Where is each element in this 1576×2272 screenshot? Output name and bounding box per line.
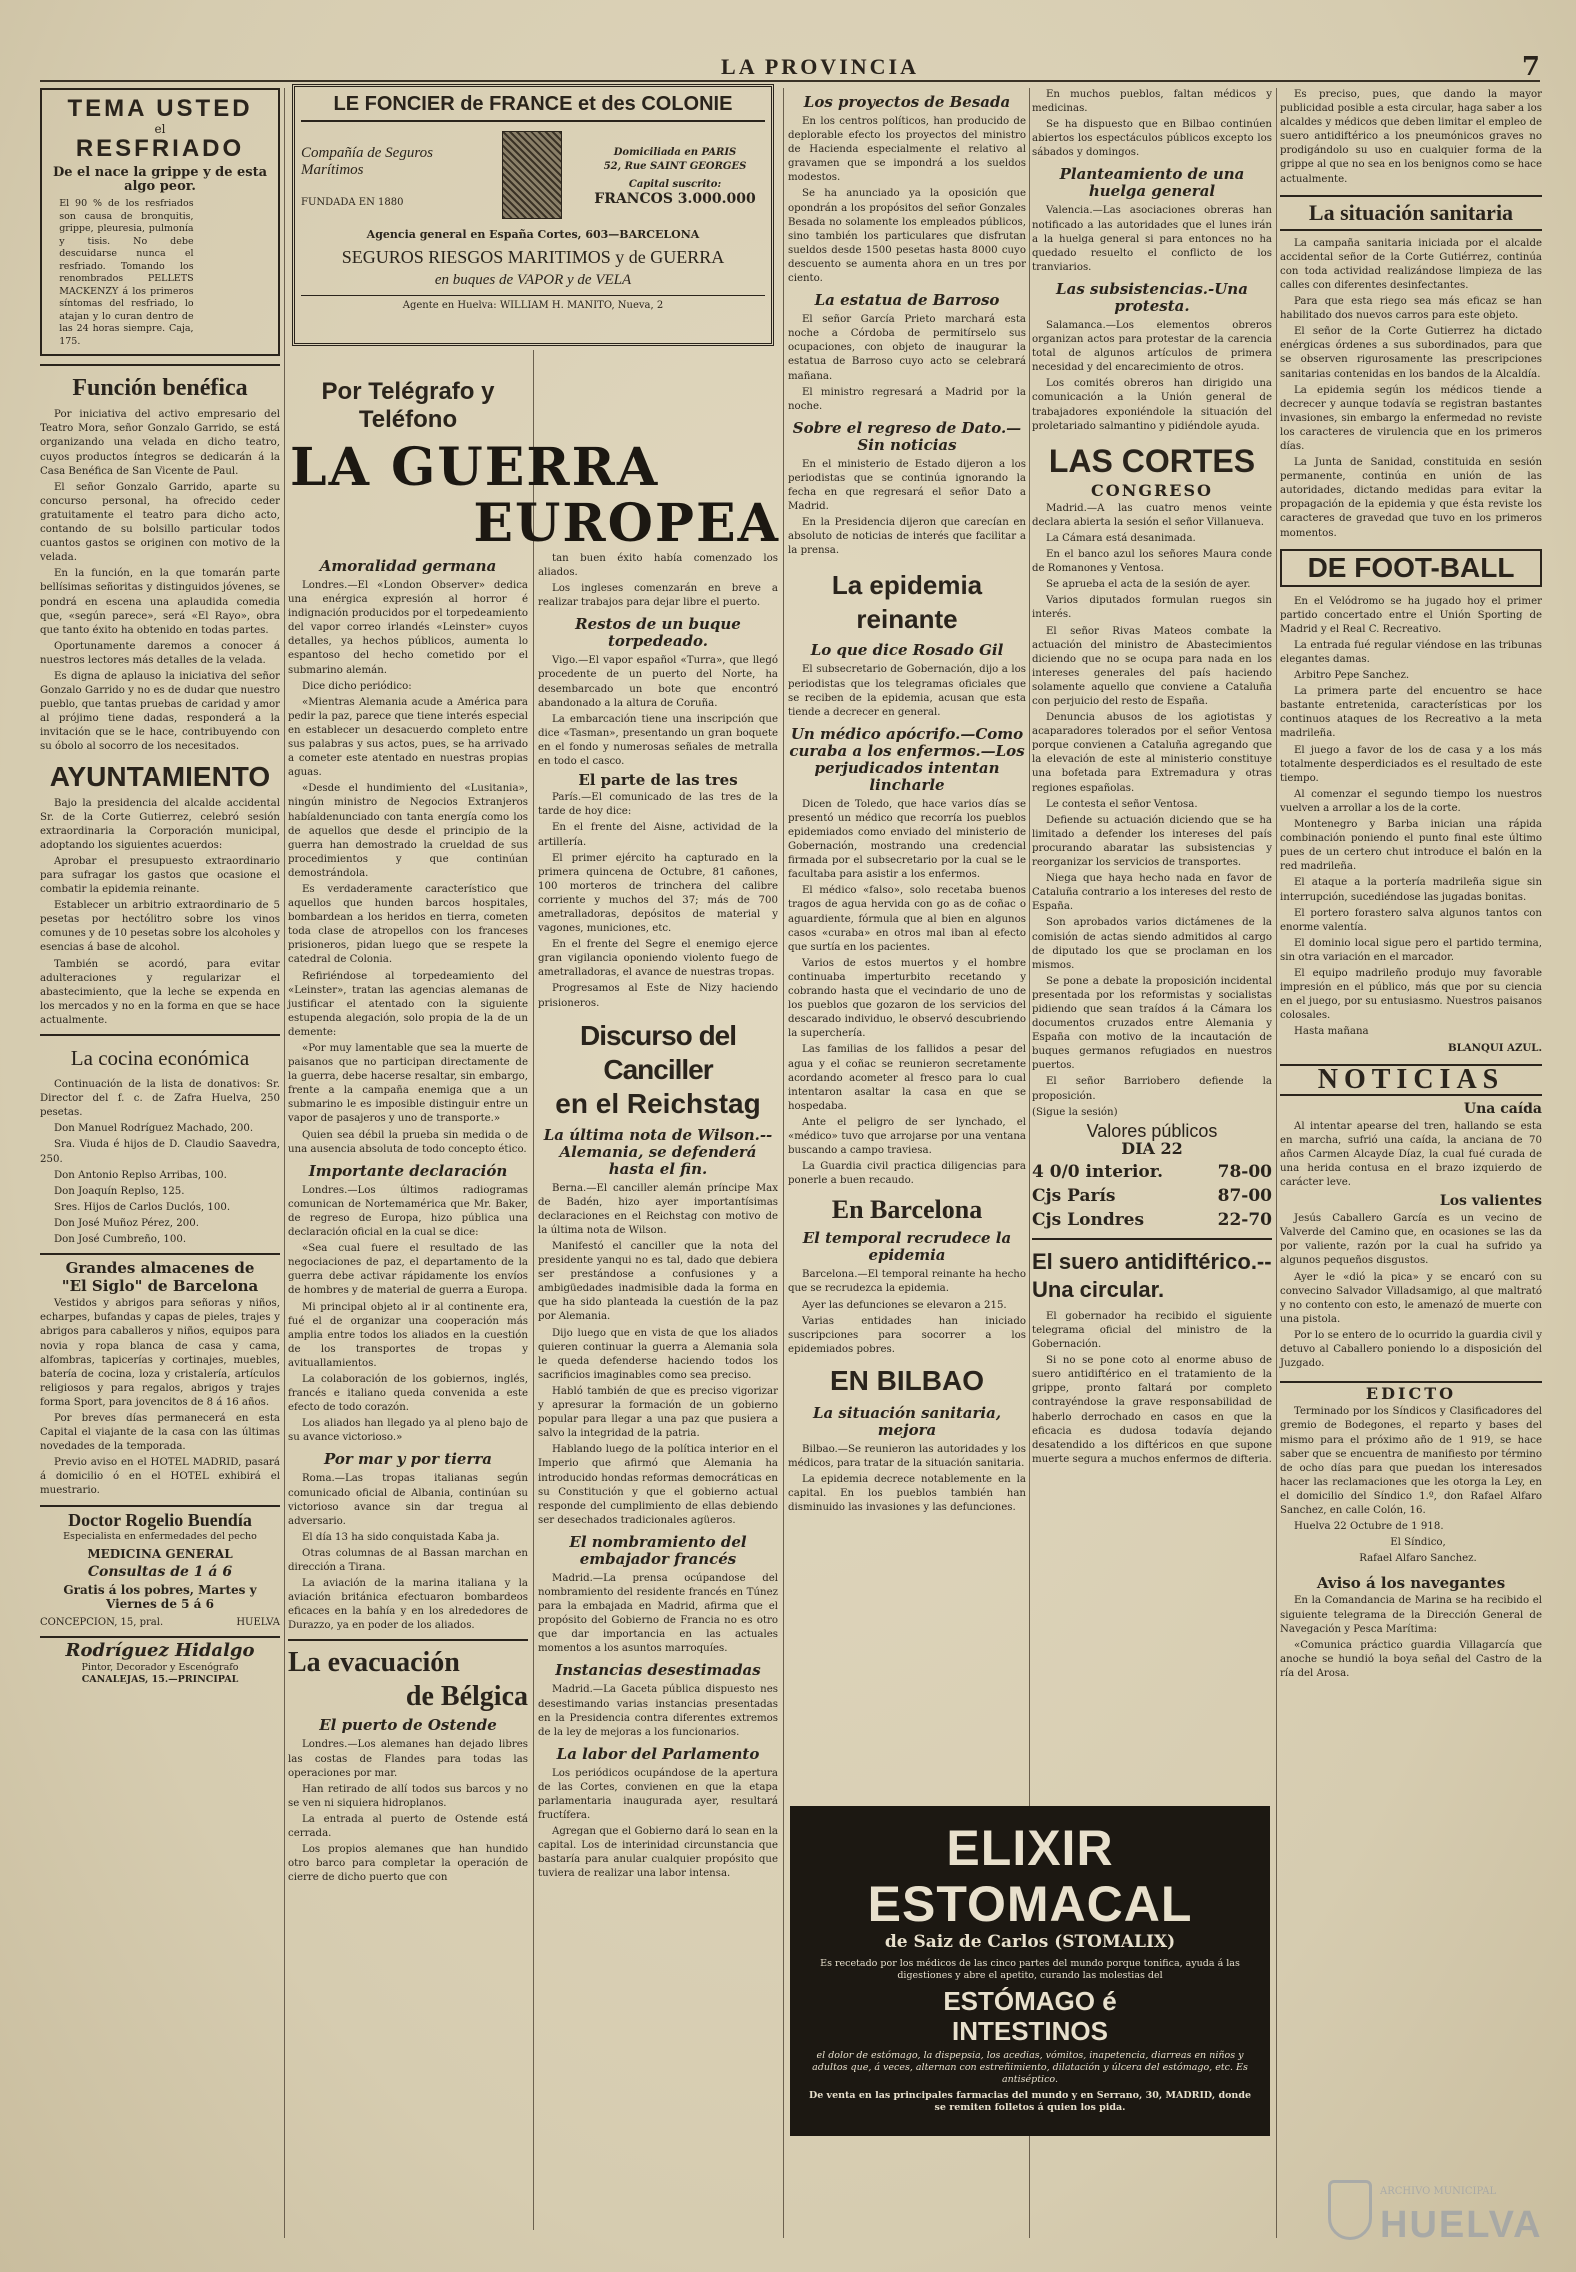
paragraph: Para que esta riego sea más eficaz se han habilitado dos nuevos carros para este objeto. [1280, 296, 1542, 322]
list-item: Don Antonio Replso Arribas, 100. [54, 1169, 227, 1181]
paragraph: La Cámara está desanimada. [1046, 532, 1196, 544]
divider [40, 1253, 280, 1255]
war-headline-2: EUROPEA [473, 493, 780, 554]
paragraph: La Junta de Sanidad, constituida en sesión permanente, continúa en unión de las autoridades, dictando medidas para evitar la propagación de la epidemia y que ésta reviste los caracteres de gravedad que tuvo en los primeros momentos. [1280, 457, 1542, 539]
valores-value: 87-00 [1217, 1185, 1272, 1206]
paragraph: Los ingleses comenzarán en breve a realizar trabajos para dejar libre el puerto. [538, 583, 778, 609]
paragraph: Es verdaderamente característico que aquellos que hunden barcos hospitales, bombardean a los heridos en tierra, cometen toda clase de atropellos con los franceses prisioneros, pidan luego que se respete la catedral de Colonia. [288, 883, 528, 966]
paragraph: Hasta mañana [1294, 1026, 1369, 1038]
doctor-city: HUELVA [236, 1616, 280, 1628]
ad-street: 52, Rue SAINT GEORGES [603, 161, 747, 172]
ad-capital-label: Capital suscrito: [628, 179, 722, 190]
section-title: La cocina económica [70, 1046, 250, 1071]
ad-domicile: Domiciliada en PARIS [613, 147, 737, 158]
paragraph: Los periódicos ocupándose de la apertura de las Cortes, convienen en que la etapa parlamentaria inaugurada ayer, resultará fructífera. [538, 1767, 778, 1822]
article-title: La labor del Parlamento [556, 1744, 760, 1763]
paragraph: Arbitro Pepe Sanchez. [1294, 670, 1410, 682]
doctor-hours: Consultas de 1 á 6 [87, 1564, 233, 1581]
column-rule [1276, 88, 1277, 2238]
paragraph: Salamanca.—Los elementos obreros organizan actos para protestar de la carencia total de algunos artículos de primera necesidad y del encarecimiento de otros. [1032, 319, 1272, 374]
paragraph: Los aliados han llegado ya al pleno bajo de su avance victorioso.» [288, 1418, 528, 1444]
paragraph: Es digna de aplauso la iniciativa del señor Gonzalo Garrido y no es de dudar que nuestro pueblo, que tantas pruebas de caridad y amor al prójimo tiene dadas, responderá a la invitación que se le hace, contribuyendo con su óbolo al socorro de los necesitados. [40, 670, 280, 753]
elixir-symptoms: el dolor de estómago, la dispepsia, los acedias, vómitos, inapetencia, diarreas en niños y adultos que, á veces, alternan con estreñimiento, dilatación y úlcera del estómago, etc. Es antiséptico. [812, 2050, 1248, 2085]
ad-insurance: SEGUROS RIESGOS MARITIMOS y de GUERRA [341, 247, 725, 267]
list-item: Sra. Viuda é hijos de D. Claudio Saavedra, 250. [40, 1139, 280, 1165]
ad-left [301, 145, 481, 208]
paragraph: La campaña sanitaria iniciada por el alcalde accidental señor de la Corte Gutiérrez, continúa con toda actividad realizándose limpieza de las calles con diferentes desinfectantes. [1280, 237, 1542, 291]
article-title: Por mar y por tierra [324, 1450, 492, 1469]
paragraph: Bilbao.—Se reunieron las autoridades y los médicos, para tratar de la situación sanitaria. [788, 1443, 1026, 1469]
paragraph: El portero forastero salva algunos tantos con enorme valentía. [1280, 907, 1542, 933]
column-4 [788, 88, 1026, 1517]
section-title: Discurso del Canciller [579, 1019, 737, 1085]
paragraph: La epidemia según los médicos tiende a decrecer y aunque todavía se registran bastantes invasiones, sin embargo la enfermedad no reviste los caracteres de virulencia que en los primeros días. [1280, 384, 1542, 452]
divider [40, 1034, 280, 1036]
page-number: 7 [1521, 52, 1540, 82]
ad-ships: en buques de VAPOR y de VELA [434, 272, 632, 288]
paragraph: «Por muy lamentable que sea la muerte de paisanos que no participan directamente de la guerra, debe hacerse resaltar, sin embargo, frente a la campaña enemiga que a un submarino le es imposible distinguir entre un vapor de pasajeros y uno de transporte.» [288, 1043, 528, 1125]
column-2-body [288, 552, 528, 1887]
paragraph: París.—El comunicado de las tres de la tarde de hoy dice: [538, 792, 778, 818]
paragraph: El equipo madrileño produjo muy favorable impresión en el público, más que por su ciencia en el juego, por su entusiasmo. Nuestros paisanos colosales. [1280, 967, 1542, 1022]
article-title: Sobre el regreso de Dato.—Sin noticias [792, 418, 1022, 454]
paragraph: Oportunamente daremos a conocer á nuestros lectores más detalles de la velada. [40, 640, 280, 666]
valores-title: Valores públicos [1086, 1120, 1218, 1141]
paragraph: El señor García Prieto marchará esta noche a Córdoba de permitírselo sus ocupaciones, con objeto de inaugurar la estatua de Barroso cuyo acto se celebrará mañana. [788, 314, 1026, 382]
paragraph: (Sigue la sesión) [1032, 1106, 1118, 1118]
paragraph: Se aprueba el acta de la sesión de ayer. [1046, 579, 1251, 591]
paragraph: Mi principal objeto al ir al continente era, fué el de organizar una cooperación más amplia entre todos los aliados en la cuestión de los transportes de tropas y avituallamientos. [288, 1301, 528, 1369]
paragraph: Continuación de la lista de donativos: Sr. Director del f. c. de Zafra Huelva, 250 pesetas. [40, 1079, 280, 1119]
paragraph: La primera parte del encuentro se hace bastante entretenida, características por los continuos ataques de los Recreativo a la meta madrileña. [1280, 686, 1542, 740]
article-title: Instancias desestimadas [555, 1661, 761, 1680]
paragraph: Madrid.—La prensa ocúpandose del nombramiento del residente francés en Túnez para la embajada en Madrid, afirma que el propósito del Gobierno de Francia no es otro que dar importancia en las actuales momentos a los asuntos marroquíes. [538, 1572, 778, 1655]
elixir-stomach: ESTÓMAGO é [943, 1986, 1117, 2016]
paragraph: Varios de estos muertos y el hombre continuaba imperturbito recetando y cobrando hasta que el vecindario de uno de los pueblos que gozaron de los servicios del descarado individuo, le observó descubriendo la superchería. [788, 957, 1026, 1040]
paragraph: En el Velódromo se ha jugado hoy el primer partido concertado entre el Unión Sporting de Madrid y el Real C. Recreativo. [1280, 595, 1542, 635]
paragraph: Son aprobados varios dictámenes de la comisión de actas siendo admitidos al cargo de diputado los que se proclaman en los mismos. [1032, 917, 1272, 971]
divider [1032, 1238, 1272, 1240]
article-title: La situación sanitaria, mejora [812, 1403, 1002, 1439]
paragraph: La embarcación tiene una inscripción que dice «Tasman», presentando un gran boquete en el fondo y numerosas señales de metralla en todo el casco. [538, 713, 778, 768]
paragraph: En el banco azul los señores Maura conde de Romanones y Ventosa. [1032, 549, 1272, 575]
paragraph: Madrid.—A las cuatro menos veinte declara abierta la sesión el señor Villanueva. [1032, 502, 1272, 528]
archive-stamp [1320, 2170, 1543, 2250]
shield-icon [1328, 2180, 1372, 2240]
column-rule [533, 350, 534, 2230]
ad-right [585, 146, 765, 206]
paragraph: Defiende su actuación diciendo que se ha limitado a defender los intereses del país procurando abaratar las subsistencias y reorganizar los servicios de transportes. [1032, 814, 1272, 869]
column-rule [783, 88, 784, 2238]
elixir-title: ELIXIR ESTOMACAL [867, 1820, 1193, 1932]
paragraph: Roma.—Las tropas italianas según comunicado oficial de Albania, continúan su victorioso avance sin dar tregua al adversario. [288, 1473, 528, 1527]
paragraph: Varias entidades han iniciado suscripciones para socorrer a los epidemiados pobres. [788, 1315, 1026, 1355]
paragraph: El día 13 ha sido conquistada Kaba ja. [302, 1531, 500, 1543]
signature: BLANQUI AZUL. [1448, 1042, 1542, 1055]
doctor-medicine: MEDICINA GENERAL [87, 1547, 233, 1562]
paragraph: Se ha dispuesto que en Bilbao continúen abiertos los espectáculos públicos excepto los sábados y domingos. [1032, 119, 1272, 159]
article-title: Planteamiento de una huelga general [1059, 165, 1245, 201]
paragraph: Manifestó el canciller que la nota del presidente yanqui no es tal, dado que debiera ser prestándose a confusiones y a ambigüedades inadmisible dada la forma en que ha sido planteada la cuestión de la paz por Alemania. [538, 1241, 778, 1323]
article-title: El puerto de Ostende [319, 1716, 497, 1735]
paragraph: Los propios alemanes que han hundido otro barco para completar la operación de cierre de dicho puerto que con [288, 1844, 528, 1884]
elixir-maker: de Saiz de Carlos (STOMALIX) [884, 1932, 1176, 1952]
paragraph: Londres.—El «London Observer» dedica una enérgica expresión al horror é indignación producidos por el torpedeamiento del vapor correo irlandés «Leinster» cuyos detalles, ya hechos públicos, aumenta lo espantoso del hecho cometido por el submarino alemán. [288, 580, 528, 676]
paragraph: El ministro regresará a Madrid por la noche. [788, 386, 1026, 412]
paragraph: El juego a favor de los de casa y a los más totalmente desperdiciados es el resultado de este tiempo. [1280, 744, 1542, 784]
paragraph: Ayer le «dió la pica» y se encaró con su convecino Salvador Villadsamigo, al que maltrató y no contento con esto, le amenazó de muerte con una pistola. [1280, 1271, 1542, 1325]
doctor-address-row [40, 1616, 280, 1630]
divider [40, 1636, 280, 1638]
paragraph: En los centros políticos, han producido de deplorable efecto los proyectos del ministro de Hacienda especialmente el relativo al gravamen que se impondrá a los sueldos modestos. [788, 116, 1026, 184]
valores-row [1032, 1184, 1272, 1208]
elixir-intestines: INTESTINOS [951, 2016, 1108, 2046]
paragraph: Progresamos al Este de Nizy haciendo prisioneros. [538, 983, 778, 1009]
paragraph: Por breves días permanecerá en esta Capital el viajante de la casa con las últimas novedades de la temporada. [40, 1413, 280, 1453]
paragraph: La entrada al puerto de Ostende está cerrada. [288, 1813, 528, 1840]
section-title: DE FOOT-BALL [1280, 549, 1542, 587]
ad-title: LE FONCIER de FRANCE et des COLONIE [301, 93, 765, 122]
paragraph: El ataque a la portería madrileña sigue sin interrupción, sucediéndose las jugadas bonitas. [1280, 877, 1542, 903]
column-2 [288, 370, 528, 440]
paragraph: El subsecretario de Gobernación, dijo a los periodistas que los telegramas oficiales que se reciben de la epidemia, acusan que esta tiende a decrecer en general. [788, 664, 1026, 718]
paragraph: Berna.—El canciller alemán príncipe Max de Badén, hizo ayer importantísimas declaraciones en el Reichstag con motivo de la última nota de Wilson. [538, 1182, 778, 1236]
doctor-free-hours: Gratis á los pobres, Martes y Viernes de 5 á 6 [63, 1583, 257, 1612]
article-title: El nombramiento del embajador francés [569, 1532, 747, 1568]
paragraph: Habló también de que es preciso vigorizar y apresurar la formación de un gobierno popular para llegar a una paz que pusiera a salvo la integridad de la patria. [538, 1385, 778, 1440]
paragraph: Los comités obreros han dirigido una comunicación a la Unión general de trabajadores exponiéndole la situación del proletariado salmantino y pidiéndole ayuda. [1032, 378, 1272, 432]
paragraph: Bajo la presidencia del alcalde accidental Sr. de la Corte Gutierrez, celebró sesión extraordinaria la Corporación municipal, adoptando los siguientes acuerdos: [40, 797, 280, 851]
column-6 [1280, 88, 1542, 1683]
divider [40, 364, 280, 366]
paragraph: Dice dicho periódico: [302, 680, 412, 692]
paragraph: «Comunica práctico guardia Villagarcía que anoche se hundió la boya señal del Castro de la ría del Arosa. [1280, 1639, 1542, 1679]
list-item: Don Joaquín Replso, 125. [54, 1185, 185, 1197]
elixir-description: Es recetado por los médicos de las cinco partes del mundo porque tonifica, ayuda á las digestiones y abre el apetito, curando las molestias del [820, 1958, 1240, 1981]
valores-value: 78-00 [1217, 1161, 1272, 1182]
paragraph: En muchos pueblos, faltan médicos y medicinas. [1032, 89, 1272, 115]
paragraph: Es preciso, pues, que dando la mayor publicidad posible a esta circular, haga saber a los alcaldes y médicos que deben limitar el empleo de suero antidiftérico a los pneumónicos graves no prodigándolo su uso en cualquier forma de la grippe al que no sea en los benignos como se hace actualmente. [1280, 89, 1542, 185]
article-title: Un médico apócrifo.—Como curaba a los enfermos.—Los perjudicados intentan lincharle [789, 724, 1025, 794]
paragraph: La Guardia civil practica diligencias para ponerle a buen recaudo. [788, 1161, 1026, 1187]
list-item: Don Manuel Rodríguez Machado, 200. [54, 1123, 254, 1135]
doctor-address: CONCEPCION, 15, pral. [40, 1616, 164, 1628]
article-title: Una caída [1463, 1100, 1542, 1117]
article-title: La última nota de Wilson.-- Alemania, se defenderá hasta el fin. [543, 1125, 773, 1178]
section-title: El suero antidiftérico.--Una circular. [1032, 1248, 1272, 1302]
ad-middle [301, 128, 765, 224]
section-title: Por Telégrafo y Teléfono [321, 378, 495, 433]
paragraph: En la Comandancia de Marina se ha recibido el siguiente telegrama de la Dirección General de Navegación y Pesca Marítima: [1280, 1595, 1542, 1635]
section-title: NOTICIAS [1280, 1064, 1542, 1096]
article-title: La estatua de Barroso [814, 291, 1000, 310]
article-title: Restos de un buque torpedeado. [575, 615, 741, 651]
paragraph: Quien sea débil la prueba sin medida o de una ausencia absoluta de todo concepto ético. [288, 1129, 528, 1155]
paragraph: El gobernador ha recibido el siguiente telegrama oficial del ministro de la Gobernación. [1032, 1310, 1272, 1351]
paragraph: Niega que haya hecho nada en favor de Cataluña contrario a los intereses del resto de España. [1032, 873, 1272, 913]
paragraph: Refiriéndose al torpedeamiento del «Leinster», tratan las agencias alemanas de justificar el atentado con la siguiente estupenda alegación, solo propia de la de un demente: [288, 970, 528, 1038]
paragraph: tan buen éxito había comenzado los aliados. [538, 553, 778, 579]
column-rule [284, 88, 285, 2238]
article-title: El temporal recrudece la epidemia [802, 1229, 1012, 1265]
section-title: Función benéfica [72, 375, 248, 402]
war-headline [290, 437, 780, 554]
divider [288, 1639, 528, 1641]
section-title: La epidemia reinante [831, 570, 983, 635]
paragraph: El señor Rivas Mateos combate la actuación del ministro de Abastecimientos diciendo que no se ocupa para nada en los intereses generales del país haciendo solamente aquello que conviene a Cataluña con perjuicio del resto de España. [1032, 625, 1272, 707]
paragraph: Ante el peligro de ser lynchado, el «médico» tuvo que arrojarse por una ventana buscando a campo traviesa. [788, 1116, 1026, 1157]
ad-founded: FUNDADA EN 1880 [301, 196, 404, 208]
ad-headline-2: RESFRIADO [75, 135, 245, 163]
paragraph: Establecer un arbitrio extraordinario de 5 pesetas por hectólitro sobre los vinos comunes y de 10 pesetas sobre los alcoholes y esencias á base de alcohol. [40, 900, 280, 954]
elixir-ad [790, 1806, 1270, 2136]
article-title: Amoralidad germana [319, 557, 497, 575]
paragraph: Aprobar el presupuesto extraordinario para sufragar los gastos que ocasione el combatir la epidemia reinante. [40, 855, 280, 896]
paragraph: Montenegro y Barba inician una rápida combinación poniendo el punto final este último pues de un certero chut introduce el balón en la red madrileña. [1280, 819, 1542, 873]
paragraph: En la función, en la que tomarán parte bellísimas señoritas y distinguidos jóvenes, se pondrá en escena una aplaudida comedia que, «según parece», será «El Rayo», obra que tanto éxito ha obtenido en todas partes. [40, 568, 280, 636]
paragraph: También se acordó, para evitar adulteraciones y regularizar el abastecimiento, que la leche se expenda en los mercados y no en la forma en que se hace actualmente. [40, 958, 280, 1026]
column-5 [1032, 88, 1272, 1469]
paragraph: En el frente del Aisne, actividad de la artillería. [538, 822, 778, 848]
article-title: Las subsistencias.-Una protesta. [1056, 279, 1248, 315]
valores-label: 4 0/0 interior. [1032, 1161, 1164, 1182]
paragraph: «Mientras Alemania acude a América para pedir la paz, parece que tiene interés especial en establecer un desacuerdo completo entre sus palabras y sus actos, pues, se ha arrivado a cometer este atentado en nuestras propias aguas. [288, 696, 528, 779]
signature: Rafael Alfaro Sanchez. [1359, 1553, 1477, 1565]
section-title: La evacuación [288, 1647, 460, 1679]
section-title-2: en el Reichstag [555, 1087, 761, 1119]
paragraph: El señor de la Corte Gutierrez ha dictado enérgicas órdenes a sus subordinados, para que se observen rigurosamente las prescripciones sanitarias contenidas en los bandos de la Alcaldía. [1280, 326, 1542, 380]
paragraph: Le contesta el señor Ventosa. [1046, 798, 1198, 810]
hidalgo-address: CANALEJAS, 15.—PRINCIPAL [81, 1674, 239, 1686]
paragraph: Ayer las defunciones se elevaron a 215. [802, 1299, 1007, 1311]
hidalgo-role: Pintor, Decorador y Escenógrafo [81, 1661, 239, 1673]
section-title: EN BILBAO [830, 1364, 984, 1396]
stamp-title: HUELVA [1380, 2204, 1543, 2246]
article-title: Lo que dice Rosado Gil [810, 641, 1004, 660]
paragraph: Otras columnas de al Bassan marchan en dirección a Tirana. [288, 1547, 528, 1573]
paragraph: Londres.—Los alemanes han dejado libres las costas de Flandes para todas las operaciones por mar. [288, 1739, 528, 1779]
paragraph: La entrada fué regular viéndose en las tribunas elegantes damas. [1280, 639, 1542, 665]
ad-title: Grandes almacenes de [65, 1259, 255, 1278]
ad-agency: Agencia general en España Cortes, 603—BARCELONA [366, 228, 700, 241]
paragraph: Por iniciativa del activo empresario del Teatro Mora, señor Gonzalo Garrido, se está organizando una velada en dicho teatro, cuyos productos íntegros se dedicarán á la Casa Benéfica de San Vicente de Paul. [40, 409, 280, 477]
paragraph: Terminado por los Síndicos y Clasificadores del gremio de Bodegones, el reparto y bases del mismo para el próximo año de 1 919, se hace saber que se encuentra de manifiesto por término de ocho días para que puedan los interesados hacer las reclamaciones que les otorga la Ley, en el domicilio del Síndico 1.º, don Rafael Alfaro Sanchez, en calle Colón, 16. [1280, 1406, 1542, 1516]
paragraph: Las familias de los fallidos a pesar del agua y el coñac se reunieron secretamente acordando acometer al fresco para lo cual intentaron asaltar la casa en que se hospedaba. [788, 1044, 1026, 1112]
article-title: Importante declaración [308, 1161, 508, 1180]
paragraph: Madrid.—La Gaceta pública dispuesto nes desestimando varias instancias presentadas en la Presidencia contra diferentes extremos de la ley de mejoras a los funcionarios. [538, 1684, 778, 1738]
paragraph: El señor Barriobero defiende la proposición. [1032, 1076, 1272, 1102]
paragraph: «Desde el hundimiento del «Lusitania», ningún ministro de Negocios Extranjeros habíaldenunciado con tanta energía como los de aquellos que desde el principio de la guerra han demostrado la crueldad de sus procedimientos y que continúan demostrándola. [288, 783, 528, 879]
paragraph: Londres.—Los últimos radiogramas comunican de Nortemamérica que Mr. Baker, de regreso de Europa, hizo pública una declaración oficial en la cual se dice: [288, 1184, 528, 1239]
column-1 [40, 88, 280, 1687]
valores-value: 22-70 [1217, 1209, 1272, 1230]
paragraph: Varios diputados formulan ruegos sin interés. [1032, 595, 1272, 621]
article-title: Aviso á los navegantes [1316, 1574, 1506, 1593]
paragraph: Jesús Caballero García es un vecino de Valverde del Camino que, en ocasiones se las da por valiente, razón por la cual ha sufrido ya algunos pequeños disgustos. [1280, 1213, 1542, 1267]
ad-body: El 90 % de los resfriados son causa de bronquitis, grippe, pleuresia, pulmonía y tisis. No debe descuidarse nunca el resfriado. Tomando los renombrados PELLETS MACKENZY á los primeros síntomas del resfriado, lo atajan y lo curan dentro de las 24 horas siempre. Caja, 175. [59, 198, 194, 347]
paragraph: Denuncia abusos de los agiotistas y acaparadores tolerados por el señor Ventosa porque convienen a Cataluña agregando que la elevación de este al ministerio constituye una bofetada para Extremadura y otras regiones españolas. [1032, 712, 1272, 794]
paragraph: La aviación de la marina italiana y la aviación británica efectuaron bombardeos eficaces en la bahía y en los alrededores de Durazzo, ya en poder de los aliados. [288, 1578, 528, 1632]
paragraph: En el frente del Segre el enemigo ejerce gran vigilancia oponiendo violento fuego de ametralladoras, el avance de nuestras tropas. [538, 939, 778, 979]
war-headline-1: LA GUERRA [290, 437, 660, 498]
section-title-2: de Bélgica [405, 1681, 528, 1713]
paragraph: Valencia.—Las asociaciones obreras han notificado a las autoridades que el lunes irán a la huelga general si para entonces no ha quedado resuelto el conflicto de los tranviarios. [1032, 205, 1272, 273]
paragraph: El dominio local sigue pero el partido termina, sin otra variación en el marcador. [1280, 937, 1542, 963]
paragraph: Huelva 22 Octubre de 1 918. [1294, 1521, 1444, 1533]
valores-row [1032, 1160, 1272, 1184]
section-title: LAS CORTES [1048, 442, 1256, 479]
paragraph: Dijo luego que en vista de que los aliados quieren continuar la guerra a Alemania sola le queda defenderse haciendo todos los sacrificios imaginables como sea preciso. [538, 1327, 778, 1381]
article-title: Los valientes [1439, 1193, 1542, 1210]
masthead [40, 52, 1540, 82]
section-subtitle: CONGRESO [1091, 480, 1213, 500]
article-title: EDICTO [1280, 1381, 1542, 1401]
paragraph: Por lo se entero de lo ocurrido la guardia civil y detuvo al Caballero poniendo lo a disposición del Juzgado. [1280, 1329, 1542, 1370]
paragraph: Vigo.—El vapor español «Turra», que llegó procedente de un puerto del Norte, ha desembarcado un bote que encontró abandonado a la altura de Coruña. [538, 655, 778, 709]
doctor-name: Doctor Rogelio Buendía [68, 1509, 252, 1530]
hidalgo-name: Rodríguez Hidalgo [65, 1639, 255, 1661]
paragraph: Se ha anunciado ya la oposición que opondrán a los propósitos del señor Gonzales Besada no solamente los empleados públicos, sino también los particulares que disfrutan sueldos desde 1500 pesetas hasta 8000 cuyo descuento se aumenta ahora en un tres por ciento. [788, 188, 1026, 285]
newspaper-title: LA PROVINCIA [721, 54, 919, 79]
paragraph: El Síndico, [1390, 1537, 1446, 1549]
valores-day: DIA 22 [1121, 1138, 1183, 1158]
valores-label: Cjs París [1032, 1185, 1116, 1206]
ad-capital: FRANCOS 3.000.000 [594, 191, 756, 207]
paragraph: «Sea cual fuere el resultado de las negociaciones de paz, el departamento de la guerra debe activar rápidamente los envíos de hombres y de material de guerra a Europa. [288, 1243, 528, 1297]
paragraph: Hablando luego de la política interior en el Imperio que afirmó que Alemania ha introducido hondas reformas democráticas en su Constitución y que el gobierno actual responde del cumplimiento de ellas debiendo ser desechados tradicionales agüeros. [538, 1444, 778, 1526]
paragraph: Se pone a debate la proposición incidental presentada por los reformistas y socialistas pidiendo que sean traídos á la Cámara los documentos cruzados entre Alemania y España con motivo de la incautación de buques germanos refugiados en nuestros puertos. [1032, 975, 1272, 1072]
ad-agent: Agente en Huelva: WILLIAM H. MANITO, Nueva, 2 [301, 295, 765, 311]
list-item: Don José Cumbreño, 100. [54, 1233, 187, 1245]
section-title: AYUNTAMIENTO [49, 760, 271, 792]
section-title: En Barcelona [831, 1195, 983, 1225]
paragraph: Al comenzar el segundo tiempo los nuestros vuelven a arrollar a los de la corte. [1280, 788, 1542, 814]
crest-icon [498, 131, 568, 221]
paragraph: El señor Gonzalo Garrido, aparte su concurso personal, ha ofrecido ceder gratuitamente el teatro para dicho acto, contando de su bolsillo particular todos cuantos gastos se originen con motivo de la velada. [40, 481, 280, 564]
paragraph: El primer ejército ha capturado en la primera quincena de Octubre, 81 cañones, 100 morteros de trinchera del calibre corriente y muchos del 37; más de 700 ametralladoras, depósitos de material y vagones, municiones, etc. [538, 852, 778, 935]
section-title: La situación sanitaria [1280, 195, 1542, 231]
ad-subtitle: De el nace la grippe y de esta algo peor. [52, 165, 268, 195]
list-item: Don José Muñoz Pérez, 200. [54, 1217, 199, 1229]
insurance-ad [292, 84, 774, 346]
paragraph: Vestidos y abrigos para señoras y niños, echarpes, bufandas y capas de pieles, trajes y abrigos para caballeros y niños, equipos para novia y ropa blanca de casa y cama, alfombras, tapicerías y cortinajes, muebles, batería de cocina, loza y cristalería, artículos religiosos y para regalos, abrigos y trajes forma Sport, para jovencitos de 8 á 16 años. [40, 1298, 280, 1408]
paragraph: Dicen de Toledo, que hace varios días se presentó un médico que recorría los pueblos epidemiados como enviado del ministerio de Gobernación, mostrando una credencial firmada por el subsecretario por la cual se le facultaba para asistir a los enfermos. [788, 798, 1026, 881]
paragraph: Previo aviso en el HOTEL MADRID, pasará á domicilio ó en el HOTEL exhibirá el muestrario. [40, 1457, 280, 1497]
doctor-specialty: Especialista en enfermedades del pecho [63, 1530, 257, 1542]
resfriado-ad [40, 88, 280, 356]
ad-headline: TEMA USTED [67, 95, 253, 122]
article-title: El parte de las tres [578, 771, 738, 790]
paragraph: Si no se pone coto al enorme abuso de suero antidiftérico en el tratamiento de la grippe, pronto faltará por completo contrayéndose la grave responsabilidad de haberlo derrochado en casos en que la eficacia es dudosa todavía dejando desatendido a los diftéricos en que supone muerte segura a muchos enfermos de difteria. [1032, 1355, 1272, 1465]
column-3 [538, 552, 778, 1884]
divider [40, 1505, 280, 1507]
paragraph: En la Presidencia dijeron que carecían en absoluto de noticias de interés que facilitar a la prensa. [788, 517, 1026, 557]
paragraph: El médico «falso», solo recetaba buenos tragos de agua hervida con go as de coñac o aguardiente, fórmula que al bien en algunos casos «curaba» en otros mal iban al efecto que surtía en los pacientes. [788, 885, 1026, 953]
ad-name: "El Siglo" de Barcelona [61, 1277, 259, 1296]
ad-connector: el [154, 122, 166, 136]
paragraph: La epidemia decrece notablemente en la capital. En los pueblos también han disminuido las invasiones y las defunciones. [788, 1474, 1026, 1514]
article-title: Los proyectos de Besada [803, 93, 1011, 111]
paragraph: En el ministerio de Estado dijeron a los periodistas que se continúa ignorando la fecha en que regresará el señor Dato a Madrid. [788, 458, 1026, 513]
ad-company: Compañía de Seguros Marítimos [301, 144, 433, 178]
stamp-caption: ARCHIVO MUNICIPAL [1380, 2186, 1497, 2197]
valores-label: Cjs Londres [1032, 1209, 1145, 1230]
elixir-sale: De venta en las principales farmacias del mundo y en Serrano, 30, MADRID, donde se remiten folletos á quien los pida. [808, 2090, 1252, 2113]
paragraph: Han retirado de allí todos sus barcos y no se ven ni siquiera hidroplanos. [288, 1783, 528, 1809]
paragraph: Barcelona.—El temporal reinante ha hecho que se recrudezca la epidemia. [788, 1269, 1026, 1295]
paragraph: Agregan que el Gobierno dará lo sean en la capital. Los de interinidad circunstancia que bastaría para anular cualquier propósito que tuviera de realizar una labor intensa. [538, 1826, 778, 1880]
paragraph: La colaboración de los gobiernos, inglés, francés e italiano queda convenida a este efecto de todo corazón. [288, 1373, 528, 1414]
paragraph: Al intentar apearse del tren, hallando se esta en marcha, sufrió una caída, la anciana de 70 años Carmen Alcayde Díaz, la cual fué curada de una herida contusa en el brazo izquierdo de carácter leve. [1280, 1120, 1542, 1188]
valores-row [1032, 1208, 1272, 1232]
list-item: Sres. Hijos de Carlos Duclós, 100. [54, 1201, 231, 1213]
